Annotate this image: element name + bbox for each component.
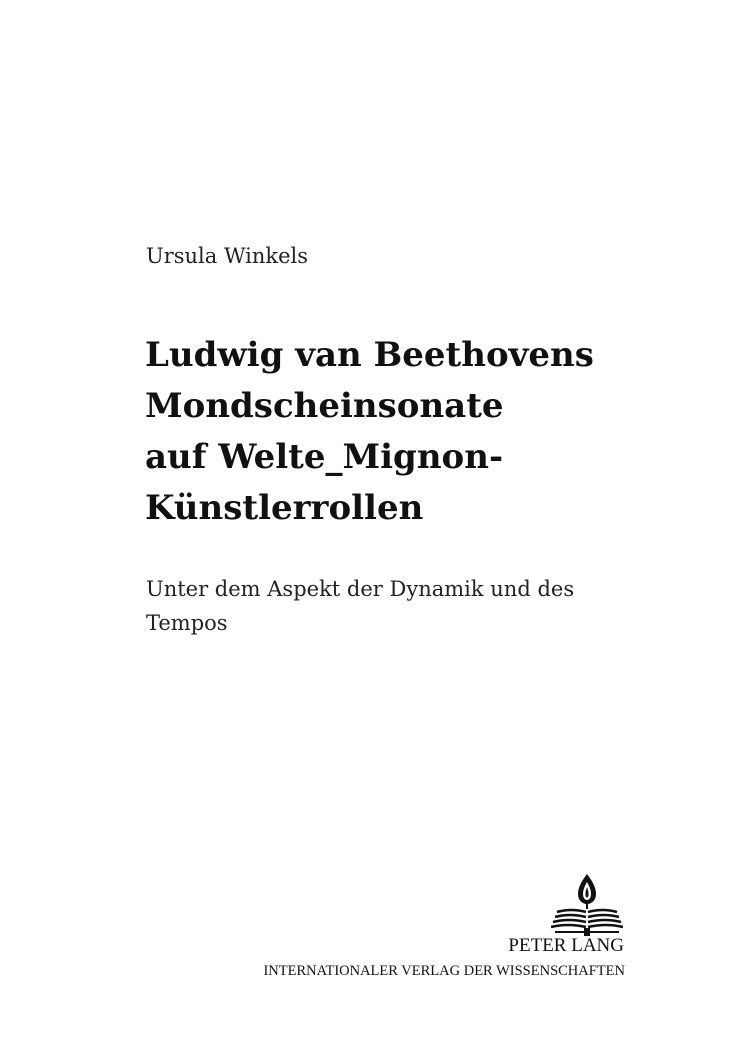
subtitle-line: Unter dem Aspekt der Dynamik und des xyxy=(146,577,575,601)
title-line: Ludwig van Beethovens xyxy=(145,335,594,375)
book-title xyxy=(145,330,705,534)
peter-lang-logo-icon xyxy=(551,872,623,938)
title-line: Mondscheinsonate xyxy=(145,386,504,426)
title-line: auf Welte_Mignon- xyxy=(145,437,504,477)
subtitle-line: Tempos xyxy=(146,611,228,635)
publisher-tagline: INTERNATIONALER VERLAG DER WISSENSCHAFTEN xyxy=(263,963,625,979)
author-name: Ursula Winkels xyxy=(146,244,309,268)
book-subtitle xyxy=(146,572,666,640)
publisher-name: PETER LANG xyxy=(508,935,624,956)
title-line: Künstlerrollen xyxy=(145,488,424,528)
